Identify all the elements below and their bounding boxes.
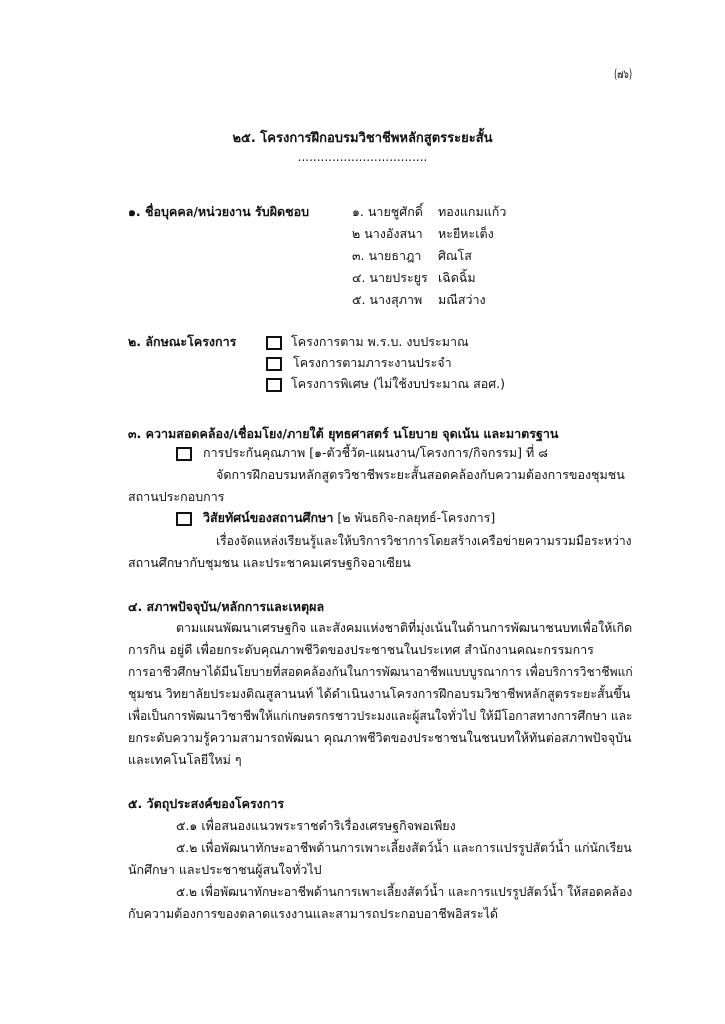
rationale-line-7: และเทคโนโลยีใหม่ ๆ <box>128 752 242 767</box>
rationale-line-3: การอาชีวศึกษาได้มีนโยบายที่สอดคล้องกันในการพัฒนาอาชีพแบบบูรณาการ เพื่อบริการวิชาชีพแก่ <box>128 664 633 679</box>
objective-line-1: ๕.๑ เพื่อสนองแนวพระราชดำริเรื่องเศรษฐกิจพอเพียง <box>176 818 456 833</box>
page-number: (๗๖) <box>614 66 633 81</box>
option-budget-project: โครงการตาม พ.ร.บ. งบประมาณ <box>291 334 469 349</box>
rationale-line-2: การกิน อยู่ดี เพื่อยกระดับคุณภาพชีวิตของประชาชนในประเทศ สำนักงานคณะกรรมการ <box>128 642 594 657</box>
section3-heading: ๓. ความสอดคล้อง/เชื่อมโยง/ภายใต้ ยุทธศาสตร์ นโยบาย จุดเน้น และมาตรฐาน <box>128 426 559 441</box>
rationale-line-6: ยกระดับความรู้ความสามารถพัฒนา คุณภาพชีวิตของประชาชนในชนบทให้ทันต่อสภาพปัจจุบัน <box>128 730 632 745</box>
person-3-surname: ศิณโส <box>438 248 472 263</box>
person-2-name: ๒ นางอังสนา <box>352 226 423 241</box>
vision-label <box>203 510 495 526</box>
rationale-line-4: ชุมชน วิทยาลัยประมงติณสูลานนท์ ได้ดำเนินงานโครงการฝึกอบรมวิชาชีพหลักสูตรระยะสั้นขึ้น <box>128 686 631 701</box>
quality-assurance-label: การประกันคุณภาพ [๑-ตัวชี้วัด-แผนงาน/โครงการ/กิจกรรม] ที่ ๘ <box>203 445 548 460</box>
rationale-line-5: เพื่อเป็นการพัฒนาวิชาชีพให้แก่เกษตรกรชาวประมงและผู้สนใจทั่วไป ให้มีโอกาสทางการศึกษา และ <box>128 708 633 723</box>
section2-heading: ๒. ลักษณะโครงการ <box>128 334 237 349</box>
checkbox-budget-project[interactable] <box>266 336 282 350</box>
section4-heading: ๔. สภาพปัจจุบัน/หลักการและเหตุผล <box>128 599 325 614</box>
title-underline-dots: .................................. <box>297 150 428 164</box>
person-3-name: ๓. นายธาฎา <box>352 248 422 263</box>
person-1-name: ๑. นายชูศักดิ์ <box>352 204 423 219</box>
vision-text-1: เรื่องจัดแหล่งเรียนรู้และให้บริการวิชาการโดยสร้างเครือข่ายความรวมมือระหว่าง <box>216 533 632 548</box>
quality-assurance-text-1: จัดการฝึกอบรมหลักสูตรวิชาชีพระยะสั้นสอดคล้องกับความต้องการของชุมชน <box>216 467 625 482</box>
person-2-surname: หะยีหะเต็ง <box>438 226 494 241</box>
person-1-surname: ทองแกมแก้ว <box>438 204 507 219</box>
vision-text-2: สถานศึกษากับชุมชน และประชาคมเศรษฐกิจอาเซียน <box>128 555 411 570</box>
vision-label-rest: [๒ พันธกิจ-กลยุทธ์-โครงการ] <box>333 510 496 525</box>
quality-assurance-text-2: สถานประกอบการ <box>128 489 225 504</box>
option-special-project: โครงการพิเศษ (ไม่ใช้งบประมาณ สอศ.) <box>291 376 505 391</box>
section5-heading: ๕. วัตถุประสงค์ของโครงการ <box>128 796 285 811</box>
document-title: ๒๕. โครงการฝึกอบรมวิชาชีพหลักสูตรระยะสั้น <box>232 131 493 146</box>
person-5-name: ๕. นางสุภาพ <box>352 292 423 307</box>
section1-heading: ๑. ชื่อบุคคล/หน่วยงาน รับผิดชอบ <box>128 204 310 219</box>
checkbox-vision[interactable] <box>176 512 192 526</box>
checkbox-quality-assurance[interactable] <box>176 447 192 461</box>
vision-label-bold: วิสัยทัศน์ของสถานศึกษา <box>203 510 334 525</box>
rationale-line-1: ตามแผนพัฒนาเศรษฐกิจ และสังคมแห่งชาติที่มุ่งเน้นในด้านการพัฒนาชนบทเพื่อให้เกิด <box>176 620 633 635</box>
person-4-surname: เฉิดฉิ้ม <box>438 270 476 285</box>
objective-line-3: นักศึกษา และประชาชนผู้สนใจทั่วไป <box>128 862 322 877</box>
person-5-surname: มณีสว่าง <box>438 292 486 307</box>
objective-line-4: ๕.๒ เพื่อพัฒนาทักษะอาชีพด้านการเพาะเลี้ยงสัตว์น้ำ และการแปรรูปสัตว์น้ำ ให้สอดคล้อง <box>176 884 633 899</box>
checkbox-special-project[interactable] <box>266 378 282 392</box>
person-4-name: ๔. นายประยูร <box>352 270 428 285</box>
objective-line-2: ๕.๒ เพื่อพัฒนาทักษะอาชีพด้านการเพาะเลี้ยงสัตว์น้ำ และการแปรรูปสัตว์น้ำ แก่นักเรียน <box>176 840 632 855</box>
option-routine-project: โครงการตามภาระงานประจำ <box>293 355 452 370</box>
objective-line-5: กับความต้องการของตลาดแรงงานและสามารถประกอบอาชีพอิสระได้ <box>128 906 498 921</box>
checkbox-routine-project[interactable] <box>266 357 282 371</box>
